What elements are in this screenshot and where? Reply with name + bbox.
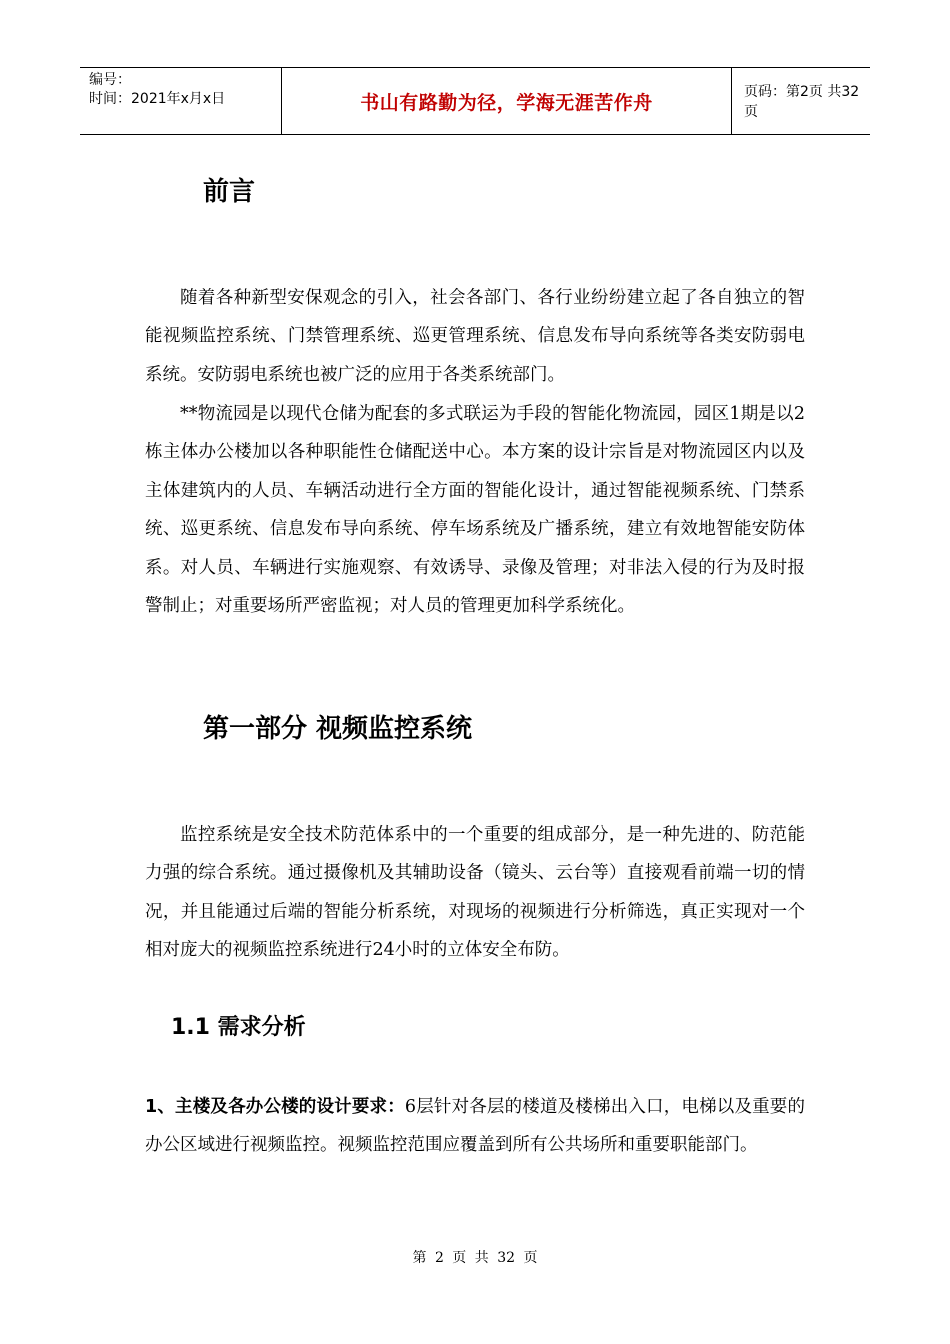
document-header (80, 67, 870, 135)
preface-title: 前言 (203, 177, 256, 207)
part1-paragraph-1: 监控系统是安全技术防范体系中的一个重要的组成部分，是一种先进的、防范能力强的综合系统。通过摄像机及其辅助设备（镜头、云台等）直接观看前端一切的情况，并且能通过后端的智能分析系统，对现场的视频进行分析筛选，真正实现对一个相对庞大的视频监控系统进行24小时的立体安全布防。 (145, 825, 805, 961)
preface-paragraph-2: **物流园是以现代仓储为配套的多式联运为手段的智能化物流园，园区1期是以2栋主体办公楼加以各种职能性仓储配送中心。本方案的设计宗旨是对物流园区内以及主体建筑内的人员、车辆活动进行全方面的智能化设计，通过智能视频系统、门禁系统、巡更系统、信息发布导向系统、停车场系统及广播系统，建立有效地智能安防体系。对人员、车辆进行实施观察、有效诱导、录像及管理；对非法入侵的行为及时报警制止；对重要场所严密监视；对人员的管理更加科学系统化。 (145, 404, 805, 617)
page-footer: 第 2 页 共 32 页 (412, 1250, 538, 1266)
header-page-info: 页码：第2页 共32页 (744, 84, 860, 120)
item-1-text: 6层针对各层的楼道及楼梯出入口，电梯以及重要的办公区域进行视频监控。视频监控范围应覆盖到所有公共场所和重要职能部门。 (145, 1097, 805, 1156)
preface-paragraph-1: 随着各种新型安保观念的引入，社会各部门、各行业纷纷建立起了各自独立的智能视频监控系统、门禁管理系统、巡更管理系统、信息发布导向系统等各类安防弱电系统。安防弱电系统也被广泛的应用于各类系统部门。 (145, 288, 805, 385)
date-label: 时间：2021年x月x日 (89, 91, 226, 107)
section-1-1-item-1 (145, 1088, 805, 1165)
item-1-label: 1、主楼及各办公楼的设计要求： (145, 1097, 405, 1117)
doc-number-label: 编号： (89, 72, 131, 88)
section-1-1-title: 1.1 需求分析 (171, 1015, 306, 1040)
header-motto: 书山有路勤为径，学海无涯苦作舟 (282, 68, 732, 134)
part1-title: 第一部分 视频监控系统 (203, 714, 473, 744)
header-meta-cell (80, 68, 282, 134)
